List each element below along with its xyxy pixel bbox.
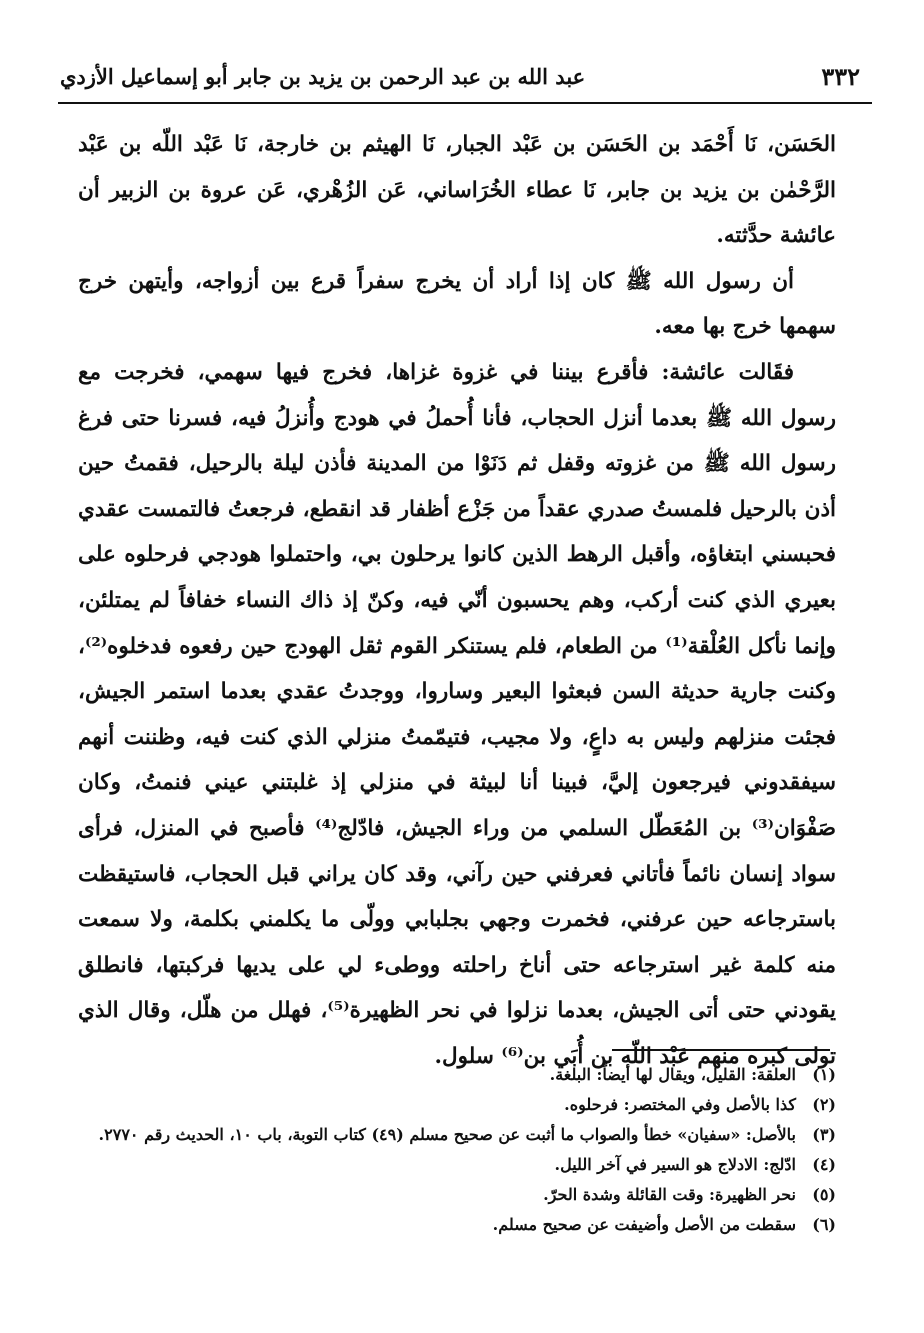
footnote-item [76,1210,836,1240]
footnote-text: نحر الظهيرة: وقت القائلة وشدة الحرّ. [543,1185,796,1204]
page-number: ٣٣٢ [821,62,860,91]
page-header [58,52,872,104]
paragraph-isnad: الحَسَن، نَا أَحْمَد بن الحَسَن بن عَبْد الجبار، نَا الهيثم بن خارجة، نَا عَبْد اللّه بن عَبْد الرَّحْمٰن بن يزيد بن جابر، نَا عطاء الخُرَاساني، عَن الزُهْري، عَن عروة بن الزبير أن عائشة حدَّثته. [78,132,836,249]
footnote-text: بالأصل: «سفيان» خطأ والصواب ما أثبت عن صحيح مسلم (٤٩) كتاب التوبة، باب ١٠، الحديث رقم ٢٧٧٠. [98,1125,796,1144]
footnote-text: سقطت من الأصل وأضيفت عن صحيح مسلم. [492,1215,796,1234]
paragraph-matn-intro: أن رسول الله ﷺ كان إذا أراد أن يخرج سفراً قرع بين أزواجه، وأيتهن خرج سهمها خرج بها معه. [78,268,836,340]
footnote-number: (٥) [812,1185,836,1204]
footnote-item [76,1150,836,1180]
footnote-item [76,1120,836,1150]
footnote-number: (٦) [812,1215,836,1234]
running-title: عبد الله بن عبد الرحمن بن يزيد بن جابر أبو إسماعيل الأزدي [60,64,586,89]
footnote-number: (٢) [812,1095,836,1114]
footnote-divider [612,1049,830,1051]
footnote-item [76,1180,836,1210]
footnote-text: كذا بالأصل وفي المختصر: فرحلوه. [564,1095,796,1114]
main-text [78,122,836,1079]
footnote-number: (١) [812,1065,836,1084]
footnote-item [76,1060,836,1090]
footnote-number: (٣) [812,1125,836,1144]
footnote-item [76,1090,836,1120]
footnotes [76,1060,836,1240]
footnote-number: (٤) [812,1155,836,1174]
paragraph-aisha-narration: فقَالت عائشة: فأقرع بيننا في غزوة غزاها، فخرج فيها سهمي، فخرجت مع رسول الله ﷺ بعدما أنزل الحجاب، فأنا أُحملُ في هودج وأُنزلُ فيه، فسرنا حتى فرغ رسول الله ﷺ من غزوته وقفل ثم دَنَوْا من المدينة فأذن ليلة بالرحيل، فقمتُ حين أذن بالرحيل فلمستُ صدري عقداً من جَزْع أظفار قد انقطع، فرجعتُ فالتمست عقدي فحبسني ابتغاؤه، وأقبل الرهط الذين كانوا يرحلون بي، واحتملوا هودجي فرحلوه على بعيري الذي كنت أركب، وهم يحسبون أنّي فيه، وكنّ إذ ذاك النساء خفافاً لم يمتلئن، وإنما نأكل العُلْقة⁽¹⁾ من الطعام، فلم يستنكر القوم ثقل الهودج حين رفعوه فدخلوه⁽²⁾، وكنت جارية حديثة السن فبعثوا البعير وساروا، ووجدتُ عقدي بعدما استمر الجيش، فجئت منزلهم وليس به داعٍ، ولا مجيب، فتيمّمتُ منزلي الذي كنت فيه، وظننت أنهم سيفقدوني فيرجعون إليَّ، فبينا أنا لبيثة في منزلي إذ غلبتني عيني فنمتُ، وكان صَفْوَان⁽³⁾ بن المُعَطّل السلمي من وراء الجيش، فادّلج⁽⁴⁾ فأصبح في المنزل، فرأى سواد إنسان نائماً فأتاني فعرفني حين رآني، وقد كان يراني قبل الحجاب، فاستيقظت باسترجاعه حين عرفني، فخمرت وجهي بجلبابي وولّى ما يكلمني بكلمة، ولا سمعت منه كلمة غير استرجاعه حتى أناخ راحلته ووطىء لي على يديها فركبتها، فانطلق يقودني حتى أتى الجيش، بعدما نزلوا في نحر الظهيرة⁽⁵⁾، فهلل من هلّل، وقال الذي تولى كبره منهم عَبْد اللّه بن أُبَي بن⁽⁶⁾ سلول. [78,359,837,1069]
footnote-text: العلقة: القليل، ويقال لها أيضاً: البلغة. [549,1065,796,1084]
footnote-text: ادّلج: الادلاج هو السير في آخر الليل. [554,1155,796,1174]
